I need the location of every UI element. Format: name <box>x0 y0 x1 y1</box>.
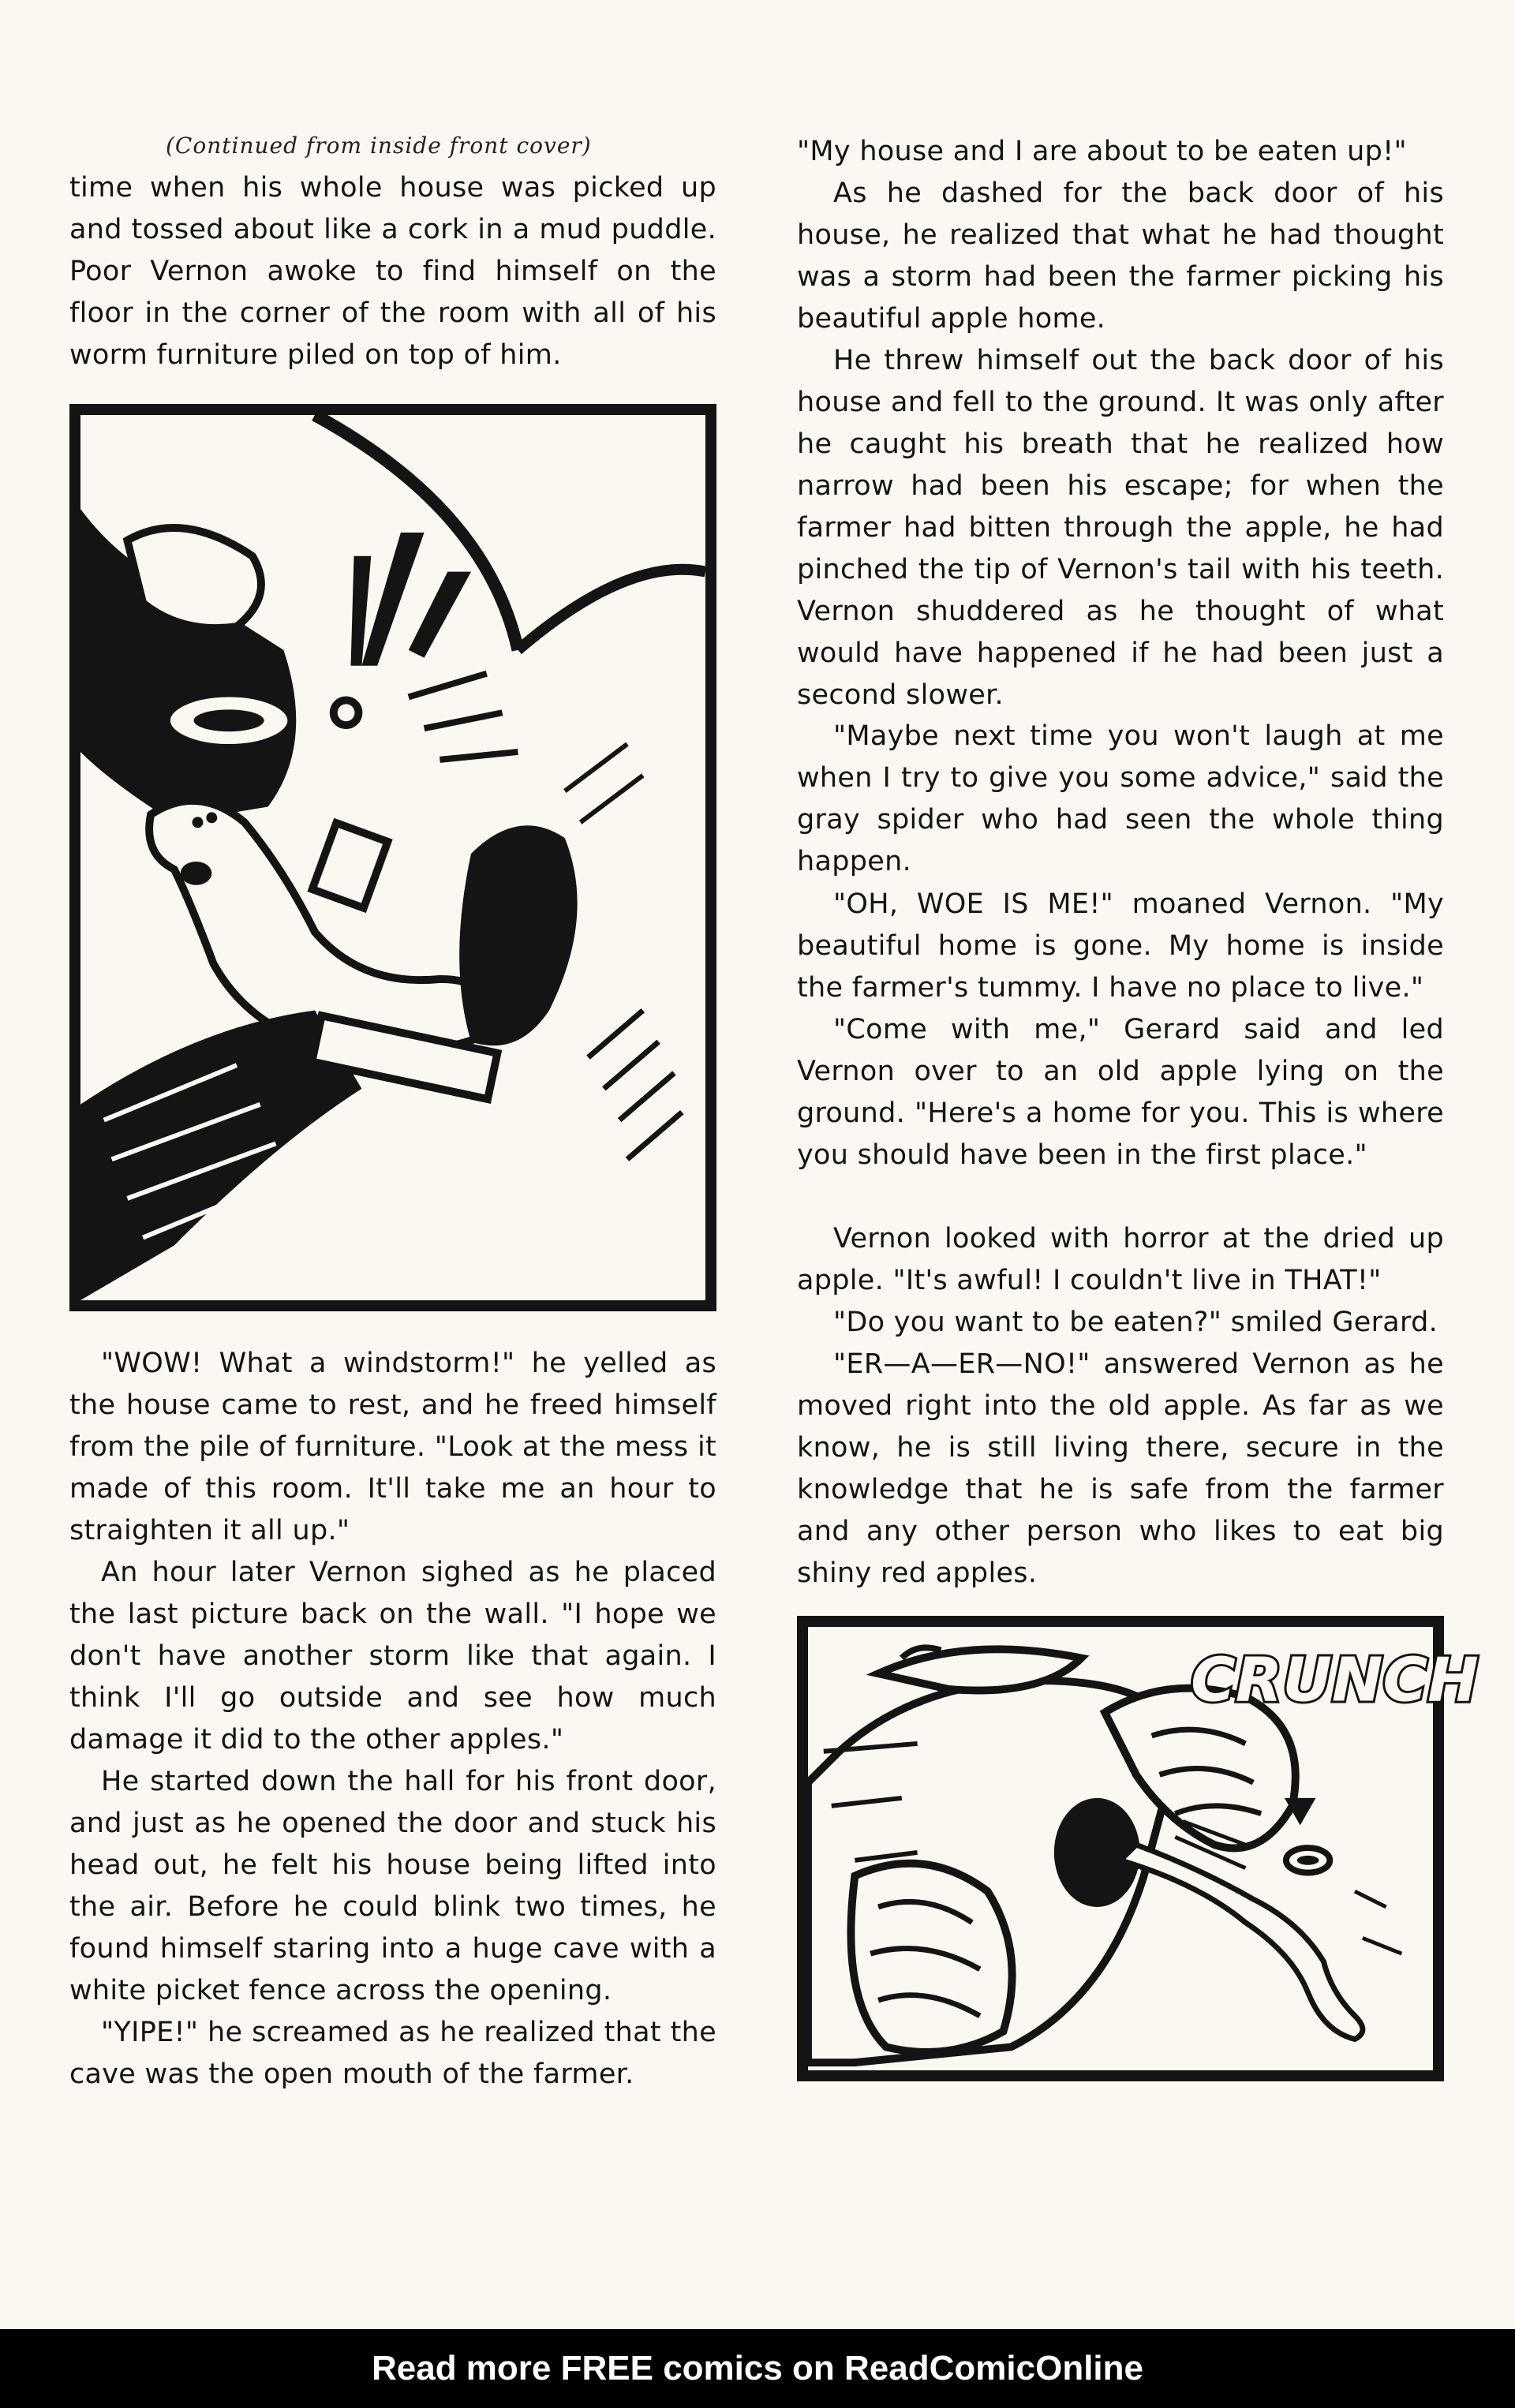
crunch-illustration <box>808 1627 1479 2070</box>
right-paragraph-4: "Maybe next time you won't laugh at me when I try to give you some advice," said the gray spider who had seen the whole thing happen. <box>797 720 1444 877</box>
right-paragraph-7: Vernon looked with horror at the dried up apple. "It's awful! I couldn't live in THAT!" <box>797 1223 1444 1296</box>
right-paragraph-6: "Come with me," Gerard said and led Vernon over to an old apple lying on the ground. "Here's a home for you. This is where you should have been in the first place." <box>797 1014 1444 1171</box>
crunch-sound-effect: CRUNCH <box>1191 1644 1479 1716</box>
right-paragraph-5: "OH, WOE IS ME!" moaned Vernon. "My beautiful home is gone. My home is inside the farmer's tummy. I have no place to live." <box>797 888 1444 1004</box>
left-paragraph-2: "WOW! What a windstorm!" he yelled as the house came to rest, and he freed himself from the pile of furniture. "Look at the mess it made of this room. It'll take me an hour to straighten it all up." <box>69 1348 716 1546</box>
left-paragraph-3: An hour later Vernon sighed as he placed the last picture back on the wall. "I hope we don't have another storm like that again. I think I'll go outside and see how much damage it did to the other apples." <box>69 1557 716 1756</box>
right-paragraph-1: "My house and I are about to be eaten up!" <box>797 136 1407 167</box>
right-paragraph-9: "ER—A—ER—NO!" answered Vernon as he moved right into the old apple. As far as we know, he is still living there, secure in the knowledge that he is safe from the farmer and any other person who likes to eat big shiny red apples. <box>797 1348 1444 1589</box>
comic-panel-windstorm <box>69 404 716 1311</box>
right-paragraph-2: As he dashed for the back door of his house, he realized that what he had thought was a storm had been the farmer picking his beautiful apple home. <box>797 178 1444 335</box>
left-paragraph-1: time when his whole house was picked up and tossed about like a cork in a mud puddle. Poor Vernon awoke to find himself on the floor in the corner of the room with all of his worm furniture piled on top of him. <box>69 172 716 371</box>
left-paragraph-5: "YIPE!" he screamed as he realized that the cave was the open mouth of the farmer. <box>69 2017 716 2090</box>
windstorm-illustration <box>80 415 705 1300</box>
footer-banner[interactable]: Read more FREE comics on ReadComicOnline <box>0 2329 1515 2408</box>
right-paragraph-3: He threw himself out the back door of his house and fell to the ground. It was only after he caught his breath that he realized how narrow had been his escape; for when the farmer had bitten through the apple, he had pinched the tip of Vernon's tail with his teeth. Vernon shuddered as he thought of what would have happened if he had been just a second slower. <box>797 345 1444 711</box>
right-paragraph-8: "Do you want to be eaten?" smiled Gerard. <box>833 1307 1438 1338</box>
continued-note: (Continued from inside front cover) <box>166 133 592 159</box>
comic-panel-crunch <box>797 1616 1479 2081</box>
left-paragraph-4: He started down the hall for his front door, and just as he opened the door and stuck his head out, he felt his house being lifted into the air. Before he could blink two times, he found himself staring into a huge cave with a white picket fence across the opening. <box>69 1766 716 2006</box>
